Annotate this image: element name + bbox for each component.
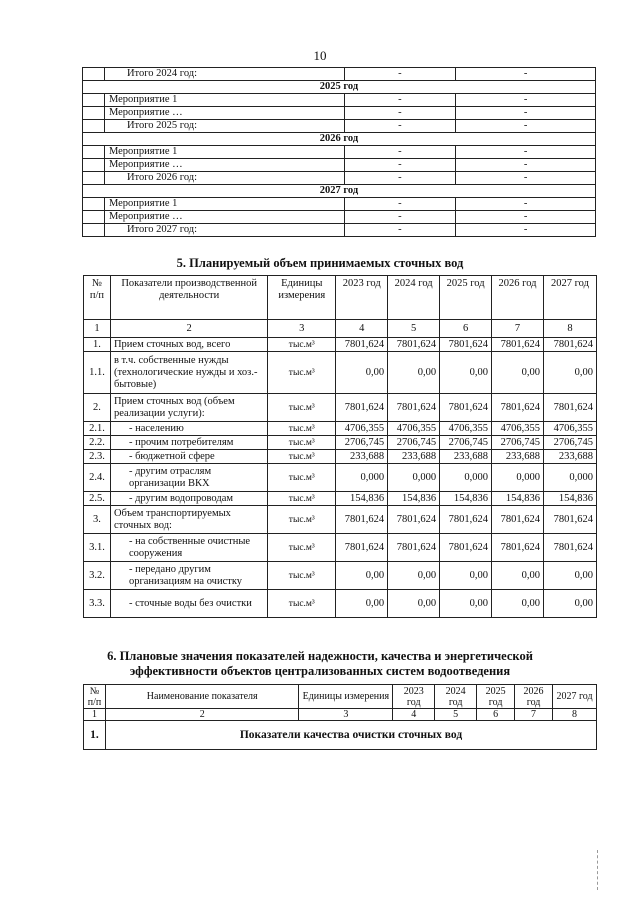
table-row bbox=[84, 450, 597, 464]
value-cell: 7801,624 bbox=[543, 394, 596, 422]
section5-title: 5. Планируемый объем принимаемых сточных вод bbox=[176, 256, 464, 270]
header-2026: 2026 год bbox=[492, 276, 544, 320]
value-cell: 0,00 bbox=[336, 562, 388, 590]
unit-cell: тыс.м³ bbox=[268, 394, 336, 422]
total-label: Итого 2024 год: bbox=[104, 68, 344, 81]
table-row bbox=[84, 422, 597, 436]
unit-cell: тыс.м³ bbox=[268, 534, 336, 562]
value-cell: 0,00 bbox=[543, 590, 596, 618]
value-cell: - bbox=[456, 107, 596, 120]
value-cell: 7801,624 bbox=[492, 394, 544, 422]
activity-label: Мероприятие … bbox=[104, 159, 344, 172]
value-cell: 233,688 bbox=[492, 450, 544, 464]
value-cell: - bbox=[344, 198, 456, 211]
table-row bbox=[84, 562, 597, 590]
header-indicator-name: Наименование показателя bbox=[105, 685, 298, 709]
column-number-row bbox=[84, 709, 597, 721]
section6-title-line1: 6. Плановые значения показателей надежности, качества и энергетической bbox=[107, 649, 533, 663]
header-2026: 2026 год bbox=[515, 685, 553, 709]
value-cell: 154,836 bbox=[492, 492, 544, 506]
value-cell: 2706,745 bbox=[336, 436, 388, 450]
header-2027: 2027 год bbox=[553, 685, 597, 709]
table-row bbox=[84, 721, 597, 750]
empty-cell bbox=[83, 107, 105, 120]
indicator-label: - прочим потребителям bbox=[110, 436, 267, 450]
total-label: Итого 2026 год: bbox=[104, 172, 344, 185]
empty-cell bbox=[83, 68, 105, 81]
value-cell: 0,00 bbox=[336, 352, 388, 394]
indicator-label: - другим отраслям организации ВКХ bbox=[110, 464, 267, 492]
value-cell: 7801,624 bbox=[543, 506, 596, 534]
header-unit: Единицы измерения bbox=[299, 685, 393, 709]
value-cell: 7801,624 bbox=[336, 394, 388, 422]
value-cell: 2706,745 bbox=[388, 436, 440, 450]
value-cell: 7801,624 bbox=[336, 506, 388, 534]
col-number: 8 bbox=[553, 709, 597, 721]
value-cell: 0,00 bbox=[388, 562, 440, 590]
value-cell: 0,000 bbox=[543, 464, 596, 492]
value-cell: 233,688 bbox=[543, 450, 596, 464]
value-cell: 0,00 bbox=[336, 590, 388, 618]
empty-cell bbox=[83, 198, 105, 211]
col-number: 4 bbox=[393, 709, 435, 721]
indicator-label: - другим водопроводам bbox=[110, 492, 267, 506]
value-cell: 7801,624 bbox=[543, 534, 596, 562]
indicator-label: - бюджетной сфере bbox=[110, 450, 267, 464]
indicator-label: Объем транспортируемых сточных вод: bbox=[110, 506, 267, 534]
header-num: № п/п bbox=[84, 685, 106, 709]
col-number: 8 bbox=[543, 320, 596, 338]
table-row bbox=[83, 224, 596, 237]
value-cell: - bbox=[456, 172, 596, 185]
value-cell: 7801,624 bbox=[440, 506, 492, 534]
row-section-label: Показатели качества очистки сточных вод bbox=[105, 721, 596, 750]
value-cell: - bbox=[344, 120, 456, 133]
value-cell: 7801,624 bbox=[388, 534, 440, 562]
value-cell: 0,000 bbox=[492, 464, 544, 492]
col-number: 5 bbox=[435, 709, 477, 721]
value-cell: 0,00 bbox=[492, 562, 544, 590]
value-cell: 0,00 bbox=[543, 352, 596, 394]
value-cell: 7801,624 bbox=[336, 534, 388, 562]
value-cell: 154,836 bbox=[440, 492, 492, 506]
value-cell: - bbox=[344, 159, 456, 172]
activity-label: Мероприятие 1 bbox=[104, 198, 344, 211]
value-cell: 154,836 bbox=[336, 492, 388, 506]
indicator-label: Прием сточных вод, всего bbox=[110, 338, 267, 352]
value-cell: 7801,624 bbox=[388, 394, 440, 422]
unit-cell: тыс.м³ bbox=[268, 450, 336, 464]
value-cell: - bbox=[344, 224, 456, 237]
row-number: 3.1. bbox=[84, 534, 111, 562]
total-label: Итого 2025 год: bbox=[104, 120, 344, 133]
value-cell: 7801,624 bbox=[543, 338, 596, 352]
header-num: № п/п bbox=[84, 276, 111, 320]
activity-label: Мероприятие 1 bbox=[104, 94, 344, 107]
value-cell: - bbox=[344, 146, 456, 159]
table-row bbox=[84, 492, 597, 506]
value-cell: 7801,624 bbox=[440, 338, 492, 352]
value-cell: 0,000 bbox=[388, 464, 440, 492]
col-number: 4 bbox=[336, 320, 388, 338]
value-cell: 0,00 bbox=[543, 562, 596, 590]
empty-cell bbox=[83, 120, 105, 133]
header-2025: 2025 год bbox=[477, 685, 515, 709]
empty-cell bbox=[83, 224, 105, 237]
value-cell: 154,836 bbox=[388, 492, 440, 506]
value-cell: 7801,624 bbox=[388, 506, 440, 534]
page-number: 10 bbox=[313, 48, 327, 63]
empty-cell bbox=[83, 94, 105, 107]
value-cell: 233,688 bbox=[440, 450, 492, 464]
col-number: 7 bbox=[492, 320, 544, 338]
value-cell: - bbox=[344, 94, 456, 107]
value-cell: 233,688 bbox=[388, 450, 440, 464]
col-number: 1 bbox=[84, 320, 111, 338]
year-header-row bbox=[83, 133, 596, 146]
col-number: 1 bbox=[84, 709, 106, 721]
empty-cell bbox=[83, 211, 105, 224]
row-number: 1. bbox=[84, 721, 106, 750]
reliability-indicators-table bbox=[83, 684, 597, 750]
header-2027: 2027 год bbox=[543, 276, 596, 320]
table-row bbox=[83, 94, 596, 107]
scan-margin-mark bbox=[597, 850, 599, 890]
value-cell: 7801,624 bbox=[388, 338, 440, 352]
col-number: 5 bbox=[388, 320, 440, 338]
table-row bbox=[84, 338, 597, 352]
activity-label: Мероприятие 1 bbox=[104, 146, 344, 159]
table-row bbox=[84, 534, 597, 562]
row-number: 2.1. bbox=[84, 422, 111, 436]
header-2024: 2024 год bbox=[435, 685, 477, 709]
value-cell: 7801,624 bbox=[440, 534, 492, 562]
table-row bbox=[84, 394, 597, 422]
value-cell: 0,00 bbox=[440, 562, 492, 590]
table-row bbox=[84, 464, 597, 492]
indicator-label: - передано другим организациям на очистку bbox=[110, 562, 267, 590]
header-2023: 2023 год bbox=[393, 685, 435, 709]
value-cell: - bbox=[456, 159, 596, 172]
value-cell: 0,00 bbox=[440, 352, 492, 394]
indicator-label: - сточные воды без очистки bbox=[110, 590, 267, 618]
row-number: 2.5. bbox=[84, 492, 111, 506]
value-cell: - bbox=[456, 68, 596, 81]
table-row bbox=[83, 68, 596, 81]
col-number: 7 bbox=[515, 709, 553, 721]
row-number: 3.3. bbox=[84, 590, 111, 618]
year-header-row bbox=[83, 185, 596, 198]
value-cell: 0,000 bbox=[336, 464, 388, 492]
table-row bbox=[83, 146, 596, 159]
unit-cell: тыс.м³ bbox=[268, 562, 336, 590]
value-cell: - bbox=[344, 211, 456, 224]
header-2025: 2025 год bbox=[440, 276, 492, 320]
value-cell: 7801,624 bbox=[492, 338, 544, 352]
value-cell: - bbox=[456, 224, 596, 237]
value-cell: 0,000 bbox=[440, 464, 492, 492]
table-row bbox=[83, 159, 596, 172]
header-indicator: Показатели производственной деятельности bbox=[110, 276, 267, 320]
unit-cell: тыс.м³ bbox=[268, 422, 336, 436]
value-cell: 0,00 bbox=[492, 352, 544, 394]
table-row bbox=[83, 198, 596, 211]
value-cell: - bbox=[456, 198, 596, 211]
value-cell: 0,00 bbox=[492, 590, 544, 618]
value-cell: 7801,624 bbox=[440, 394, 492, 422]
total-label: Итого 2027 год: bbox=[104, 224, 344, 237]
year-label: 2025 год bbox=[83, 81, 596, 94]
unit-cell: тыс.м³ bbox=[268, 436, 336, 450]
table-row bbox=[84, 590, 597, 618]
value-cell: 7801,624 bbox=[492, 506, 544, 534]
empty-cell bbox=[83, 146, 105, 159]
activities-table bbox=[82, 67, 596, 237]
value-cell: - bbox=[456, 94, 596, 107]
column-number-row bbox=[84, 320, 597, 338]
year-label: 2026 год bbox=[83, 133, 596, 146]
value-cell: 2706,745 bbox=[440, 436, 492, 450]
indicator-label: - населению bbox=[110, 422, 267, 436]
value-cell: - bbox=[344, 107, 456, 120]
unit-cell: тыс.м³ bbox=[268, 590, 336, 618]
unit-cell: тыс.м³ bbox=[268, 352, 336, 394]
row-number: 2. bbox=[84, 394, 111, 422]
value-cell: 2706,745 bbox=[492, 436, 544, 450]
col-number: 2 bbox=[105, 709, 298, 721]
unit-cell: тыс.м³ bbox=[268, 338, 336, 352]
year-header-row bbox=[83, 81, 596, 94]
value-cell: 233,688 bbox=[336, 450, 388, 464]
value-cell: 0,00 bbox=[440, 590, 492, 618]
value-cell: - bbox=[456, 211, 596, 224]
row-number: 3. bbox=[84, 506, 111, 534]
value-cell: 7801,624 bbox=[336, 338, 388, 352]
value-cell: 2706,745 bbox=[543, 436, 596, 450]
indicator-label: - на собственные очистные сооружения bbox=[110, 534, 267, 562]
row-number: 2.2. bbox=[84, 436, 111, 450]
empty-cell bbox=[83, 172, 105, 185]
value-cell: 0,00 bbox=[388, 352, 440, 394]
table-row bbox=[84, 352, 597, 394]
value-cell: 4706,355 bbox=[336, 422, 388, 436]
table-row bbox=[83, 120, 596, 133]
header-2023: 2023 год bbox=[336, 276, 388, 320]
value-cell: - bbox=[456, 146, 596, 159]
col-number: 3 bbox=[268, 320, 336, 338]
value-cell: 4706,355 bbox=[543, 422, 596, 436]
value-cell: 154,836 bbox=[543, 492, 596, 506]
value-cell: 4706,355 bbox=[440, 422, 492, 436]
value-cell: 0,00 bbox=[388, 590, 440, 618]
table-header-row bbox=[84, 276, 597, 320]
row-number: 2.4. bbox=[84, 464, 111, 492]
indicator-label: в т.ч. собственные нужды (технологические нужды и хоз.-бытовые) bbox=[110, 352, 267, 394]
activity-label: Мероприятие … bbox=[104, 211, 344, 224]
table-row bbox=[84, 436, 597, 450]
table-row bbox=[83, 107, 596, 120]
value-cell: - bbox=[456, 120, 596, 133]
col-number: 3 bbox=[299, 709, 393, 721]
row-number: 1. bbox=[84, 338, 111, 352]
row-number: 2.3. bbox=[84, 450, 111, 464]
value-cell: 4706,355 bbox=[492, 422, 544, 436]
value-cell: 4706,355 bbox=[388, 422, 440, 436]
row-number: 3.2. bbox=[84, 562, 111, 590]
section6-title-line2: эффективности объектов централизованных систем водоотведения bbox=[129, 664, 511, 678]
activity-label: Мероприятие … bbox=[104, 107, 344, 120]
header-2024: 2024 год bbox=[388, 276, 440, 320]
value-cell: - bbox=[344, 172, 456, 185]
row-number: 1.1. bbox=[84, 352, 111, 394]
indicator-label: Прием сточных вод (объем реализации услуги): bbox=[110, 394, 267, 422]
year-label: 2027 год bbox=[83, 185, 596, 198]
table-row bbox=[83, 172, 596, 185]
wastewater-volume-table bbox=[83, 275, 597, 618]
table-row bbox=[83, 211, 596, 224]
empty-cell bbox=[83, 159, 105, 172]
unit-cell: тыс.м³ bbox=[268, 464, 336, 492]
col-number: 2 bbox=[110, 320, 267, 338]
value-cell: - bbox=[344, 68, 456, 81]
table-header-row bbox=[84, 685, 597, 709]
unit-cell: тыс.м³ bbox=[268, 506, 336, 534]
col-number: 6 bbox=[440, 320, 492, 338]
value-cell: 7801,624 bbox=[492, 534, 544, 562]
header-unit: Единицы измерения bbox=[268, 276, 336, 320]
col-number: 6 bbox=[477, 709, 515, 721]
unit-cell: тыс.м³ bbox=[268, 492, 336, 506]
table-row bbox=[84, 506, 597, 534]
